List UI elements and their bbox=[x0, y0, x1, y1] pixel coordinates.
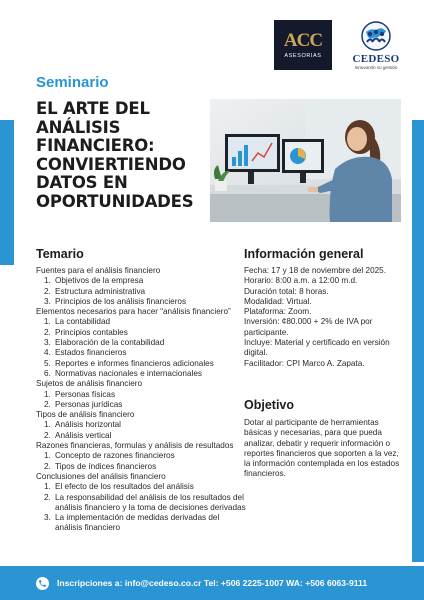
right-accent-bar bbox=[412, 120, 424, 562]
temario-topic-title: Elementos necesarios para hacer “análisis financiero” bbox=[36, 307, 231, 317]
hero-photo-illustration bbox=[210, 99, 401, 222]
info-facilitator: Facilitador: CPI Marco A. Zapata. bbox=[244, 358, 365, 368]
temario-subitem: 5. Reportes e informes financieros adicionales bbox=[44, 358, 214, 368]
temario-subitem: 1. El efecto de los resultados del análisis bbox=[44, 482, 194, 492]
temario-list bbox=[36, 266, 246, 534]
temario-topic-title: Sujetos de análisis financiero bbox=[36, 379, 143, 389]
temario-subitem: 2. Personas jurídicas bbox=[44, 399, 123, 409]
hero-photo-woman-at-computer bbox=[210, 99, 401, 222]
objetivo-heading: Objetivo bbox=[244, 398, 295, 412]
temario-subitem: 4. Estados financieros bbox=[44, 348, 127, 358]
info-schedule: Horario: 8:00 a.m. a 12:00 m.d. bbox=[244, 276, 358, 286]
temario-topic-title: Conclusiones del análisis financiero bbox=[36, 471, 166, 481]
left-accent-bar bbox=[0, 120, 14, 265]
acc-logo-sub: ASESORIAS bbox=[284, 53, 322, 59]
temario-subitem: 2. Análisis vertical bbox=[44, 430, 112, 440]
event-type-label: Seminario bbox=[36, 74, 109, 91]
temario-topic-title: Tipos de análisis financiero bbox=[36, 410, 135, 420]
temario-subitem: 6. Normativas nacionales e internacionales bbox=[44, 368, 202, 378]
cedeso-logo-name: CEDESO bbox=[352, 53, 400, 65]
temario-subitem: 3. Principios de los análisis financieros bbox=[44, 296, 187, 306]
temario-topic bbox=[36, 410, 246, 441]
info-includes: Incluye: Material y certificado en versión digital. bbox=[244, 338, 390, 358]
contact-info-text[interactable]: Inscripciones a: info@cedeso.co.cr Tel: +506 2225-1007 WA: +506 6063-9111 bbox=[57, 578, 368, 588]
contact-footer bbox=[0, 566, 424, 600]
cedeso-globe-icon bbox=[359, 20, 393, 52]
temario-subitem: 3. La implementación de medidas derivadas del análisis financiero bbox=[44, 513, 220, 533]
temario-subitem: 2. Principios contables bbox=[44, 327, 128, 337]
temario-topic bbox=[36, 266, 246, 307]
temario-topic bbox=[36, 441, 246, 472]
temario-subitem: 2. La responsabilidad del análisis de los resultados del análisis financiero y la toma de decisiones derivadas bbox=[44, 492, 246, 512]
temario-subitem: 1. Objetivos de la empresa bbox=[44, 276, 144, 286]
objetivo-text: Dotar al participante de herramientas básicas y necesarias, para que pueda analizar, debatir y requerir información o reportes financieros que soporten a la vez, la información contemplada en los estados financieros. bbox=[244, 418, 400, 479]
temario-subitem: 2. Estructura administrativa bbox=[44, 286, 146, 296]
temario-topic bbox=[36, 379, 246, 410]
info-duration: Duración total: 8 horas. bbox=[244, 286, 329, 296]
temario-subitem: 1. La contabilidad bbox=[44, 317, 111, 327]
cedeso-logo bbox=[340, 20, 412, 78]
info-modality: Modalidad: Virtual. bbox=[244, 296, 312, 306]
acc-asesorias-logo bbox=[274, 20, 332, 70]
cedeso-logo-tagline: Innovando su gestión bbox=[354, 65, 398, 70]
temario-topic-title: Fuentes para el análisis financiero bbox=[36, 266, 161, 275]
seminar-title: EL ARTE DEL ANÁLISIS FINANCIERO: CONVIERTIENDO DATOS EN OPORTUNIDADES bbox=[36, 99, 194, 211]
temario-topic bbox=[36, 307, 246, 379]
info-details bbox=[244, 266, 404, 369]
info-date: Fecha: 17 y 18 de noviembre del 2025. bbox=[244, 266, 387, 275]
temario-subitem: 1. Análisis horizontal bbox=[44, 420, 121, 430]
temario-subitem: 3. Elaboración de la contabilidad bbox=[44, 338, 165, 348]
temario-topic-title: Razones financieras, formulas y análisis de resultados bbox=[36, 441, 234, 451]
temario-subitem: 1. Concepto de razones financieros bbox=[44, 451, 175, 461]
info-price: Inversión: ¢80.000 + 2% de IVA por participante. bbox=[244, 317, 373, 337]
temario-heading: Temario bbox=[36, 247, 84, 261]
temario-subitem: 1. Personas físicas bbox=[44, 389, 116, 399]
info-platform: Plataforma: Zoom. bbox=[244, 307, 312, 317]
temario-topic bbox=[36, 472, 246, 534]
acc-logo-mark: ACC bbox=[283, 30, 323, 51]
phone-icon bbox=[36, 577, 49, 590]
temario-subitem: 2. Tipos de índices financieros bbox=[44, 461, 157, 471]
info-heading: Información general bbox=[244, 247, 364, 261]
